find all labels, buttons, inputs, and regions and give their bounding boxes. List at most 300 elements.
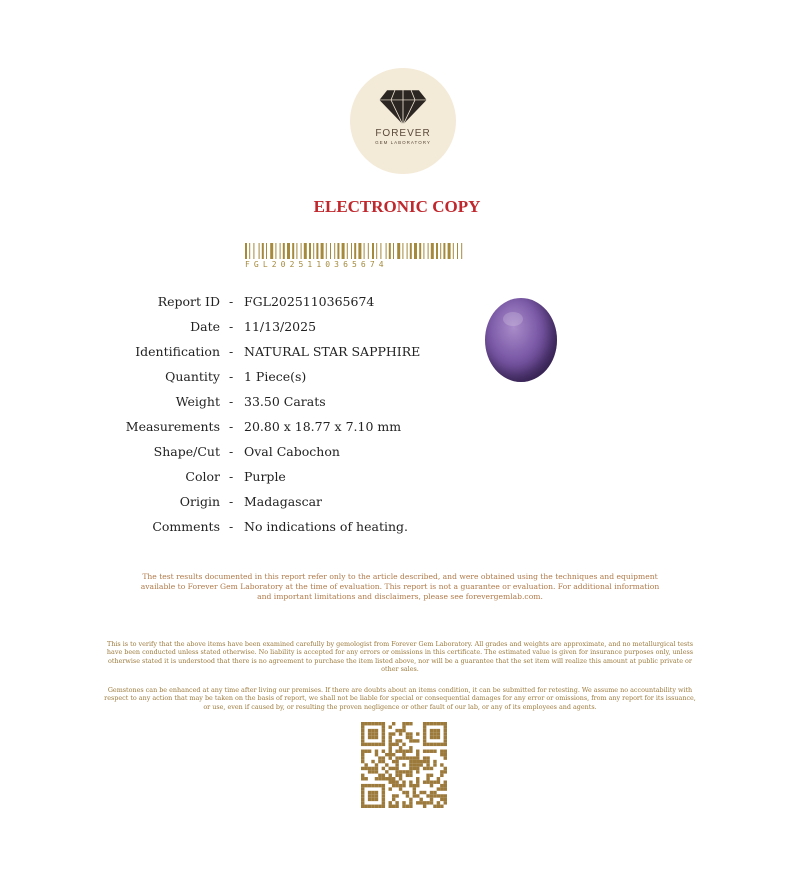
qr-module <box>440 763 443 766</box>
qr-module <box>382 739 385 742</box>
qr-module <box>444 780 447 783</box>
qr-module <box>395 743 398 746</box>
qr-module <box>389 753 392 756</box>
barcode-bar <box>287 243 290 259</box>
barcode-bar <box>372 243 374 259</box>
barcode-bar <box>275 243 276 259</box>
qr-module <box>409 732 412 735</box>
report-disclaimer: The test results documented in this report refer only to the article described, and were obtained using the techniques and equipment available to Forever Gem Laboratory at the time of evaluation. This report is not a guarantee or evaluation. For additional information and important limitations and disclaimers, please see forevergemlab.com. <box>140 572 660 601</box>
field-label: Weight <box>175 394 220 409</box>
barcode-bar <box>342 243 345 259</box>
barcode-bar <box>436 243 438 259</box>
qr-module <box>437 801 440 804</box>
qr-module <box>395 760 398 763</box>
barcode-bar <box>414 243 417 259</box>
qr-module <box>433 736 436 739</box>
qr-module <box>423 760 426 763</box>
qr-module <box>382 805 385 808</box>
qr-module <box>375 750 378 753</box>
qr-module <box>409 798 412 801</box>
qr-module <box>430 743 433 746</box>
qr-module <box>361 736 364 739</box>
qr-module <box>440 743 443 746</box>
qr-module <box>423 750 426 753</box>
qr-module <box>378 760 381 763</box>
qr-module <box>368 767 371 770</box>
qr-module <box>382 801 385 804</box>
qr-module <box>402 753 405 756</box>
qr-module <box>406 736 409 739</box>
qr-module <box>371 798 374 801</box>
diamond-icon <box>377 88 429 126</box>
qr-module <box>406 732 409 735</box>
qr-module <box>375 753 378 756</box>
qr-module <box>378 784 381 787</box>
qr-module <box>368 770 371 773</box>
qr-module <box>382 791 385 794</box>
barcode-bar <box>448 243 451 259</box>
qr-module <box>382 756 385 759</box>
qr-module <box>419 763 422 766</box>
barcode-bar <box>253 243 254 259</box>
qr-module <box>406 791 409 794</box>
field-separator: - <box>229 519 234 534</box>
qr-module <box>430 791 433 794</box>
qr-module <box>433 794 436 797</box>
qr-module <box>423 743 426 746</box>
barcode-bar <box>330 243 331 259</box>
field-separator: - <box>229 319 234 334</box>
qr-module <box>413 787 416 790</box>
qr-module <box>426 794 429 797</box>
qr-module <box>371 722 374 725</box>
qr-module <box>409 756 412 759</box>
barcode-bar <box>245 243 247 259</box>
qr-module <box>413 760 416 763</box>
qr-module <box>423 736 426 739</box>
field-value: FGL2025110365674 <box>244 294 375 309</box>
qr-module <box>444 756 447 759</box>
barcode-bar <box>283 243 285 259</box>
qr-module <box>409 760 412 763</box>
qr-module <box>416 756 419 759</box>
qr-module <box>375 794 378 797</box>
qr-module <box>413 791 416 794</box>
qr-module <box>375 777 378 780</box>
qr-module <box>371 743 374 746</box>
qr-module <box>433 743 436 746</box>
qr-module <box>409 780 412 783</box>
qr-module <box>389 805 392 808</box>
barcode-bar <box>397 243 400 259</box>
barcode-bar <box>337 243 339 259</box>
qr-module <box>368 736 371 739</box>
qr-module <box>385 777 388 780</box>
qr-module <box>402 784 405 787</box>
qr-module <box>437 743 440 746</box>
qr-module <box>382 736 385 739</box>
qr-module <box>375 729 378 732</box>
barcode-number: FGL2025110365674 <box>245 260 388 269</box>
qr-module <box>426 780 429 783</box>
qr-module <box>402 743 405 746</box>
qr-module <box>371 805 374 808</box>
qr-module <box>392 777 395 780</box>
qr-module <box>375 743 378 746</box>
qr-module <box>444 743 447 746</box>
qr-module <box>440 784 443 787</box>
qr-module <box>361 777 364 780</box>
qr-module <box>361 756 364 759</box>
qr-module <box>389 787 392 790</box>
qr-module <box>409 739 412 742</box>
qr-module <box>402 801 405 804</box>
qr-module <box>385 753 388 756</box>
qr-module <box>444 770 447 773</box>
barcode-bar <box>440 243 441 259</box>
qr-module <box>426 722 429 725</box>
qr-module <box>416 780 419 783</box>
qr-module <box>361 787 364 790</box>
qr-module <box>361 739 364 742</box>
qr-module <box>368 729 371 732</box>
barcode-bar <box>423 243 424 259</box>
qr-module <box>426 743 429 746</box>
qr-module <box>371 791 374 794</box>
qr-module <box>395 756 398 759</box>
qr-module <box>413 794 416 797</box>
qr-module <box>382 732 385 735</box>
qr-module <box>389 767 392 770</box>
barcode-bar <box>364 243 365 259</box>
qr-module <box>389 780 392 783</box>
barcode-bar <box>354 243 356 259</box>
qr-module <box>392 784 395 787</box>
qr-module <box>419 791 422 794</box>
barcode-bar <box>407 243 408 259</box>
qr-module <box>433 780 436 783</box>
qr-module <box>430 784 433 787</box>
qr-module <box>413 763 416 766</box>
qr-module <box>371 794 374 797</box>
barcode-bar <box>347 243 348 259</box>
qr-module <box>423 756 426 759</box>
barcode-bar <box>386 243 387 259</box>
qr-module <box>392 767 395 770</box>
field-separator: - <box>229 469 234 484</box>
qr-module <box>392 732 395 735</box>
qr-module <box>440 750 443 753</box>
qr-module <box>395 794 398 797</box>
barcode-bar <box>296 243 297 259</box>
qr-module <box>371 736 374 739</box>
qr-module <box>382 729 385 732</box>
qr-module <box>413 784 416 787</box>
qr-module <box>395 801 398 804</box>
qr-module <box>423 732 426 735</box>
qr-module <box>430 729 433 732</box>
qr-module <box>444 739 447 742</box>
field-value: 1 Piece(s) <box>244 369 307 384</box>
qr-module <box>416 732 419 735</box>
lab-logo <box>350 68 456 174</box>
qr-module <box>392 805 395 808</box>
qr-module <box>375 798 378 801</box>
qr-module <box>423 780 426 783</box>
qr-module <box>399 750 402 753</box>
qr-module <box>389 746 392 749</box>
qr-module <box>423 729 426 732</box>
qr-module <box>416 760 419 763</box>
qr-module <box>433 722 436 725</box>
qr-module <box>426 774 429 777</box>
qr-module <box>426 777 429 780</box>
qr-module <box>444 729 447 732</box>
qr-module <box>364 777 367 780</box>
qr-module <box>399 777 402 780</box>
qr-module <box>389 743 392 746</box>
qr-module <box>392 753 395 756</box>
qr-module <box>416 784 419 787</box>
barcode-bar <box>419 243 421 259</box>
field-separator: - <box>229 419 234 434</box>
qr-module <box>437 794 440 797</box>
logo-name: FOREVER <box>375 128 431 139</box>
qr-module <box>371 732 374 735</box>
qr-module <box>402 791 405 794</box>
barcode-bar <box>376 243 377 259</box>
qr-module <box>416 753 419 756</box>
qr-module <box>368 743 371 746</box>
barcode-bar <box>249 243 250 259</box>
qr-module <box>426 801 429 804</box>
barcode-bar <box>402 243 403 259</box>
qr-module <box>378 774 381 777</box>
qr-module <box>364 743 367 746</box>
qr-module <box>368 784 371 787</box>
qr-module <box>433 791 436 794</box>
qr-module <box>361 743 364 746</box>
qr-module <box>361 805 364 808</box>
qr-module <box>426 767 429 770</box>
qr-module <box>440 770 443 773</box>
field-value: 20.80 x 18.77 x 7.10 mm <box>244 419 402 434</box>
qr-module <box>409 774 412 777</box>
qr-module <box>389 750 392 753</box>
qr-module <box>389 739 392 742</box>
qr-module <box>409 750 412 753</box>
qr-module <box>378 756 381 759</box>
qr-module <box>368 791 371 794</box>
field-value: 33.50 Carats <box>244 394 326 409</box>
enhancement-statement: Gemstones can be enhanced at any time after living our premises. If there are doubts about an items condition, it can be submitted for retesting. We assume no accountability with respect to any action that may be taken on the basis of report, we shall not be liable for special or consequential damages for any error or omissions, from any report for its issuance, or use, even if caused by, or resulting the proven negligence or other fault of our lab, or any of its employees and agents. <box>104 686 696 711</box>
qr-module <box>389 801 392 804</box>
field-label: Date <box>190 319 220 334</box>
qr-module <box>371 784 374 787</box>
qr-module <box>385 770 388 773</box>
barcode-bar <box>262 243 264 259</box>
qr-module <box>382 750 385 753</box>
barcode-bar <box>457 243 458 259</box>
qr-module <box>392 722 395 725</box>
qr-module <box>399 739 402 742</box>
qr-module <box>361 798 364 801</box>
qr-module <box>416 763 419 766</box>
qr-module <box>416 770 419 773</box>
qr-module <box>375 736 378 739</box>
qr-module <box>382 725 385 728</box>
qr-module <box>361 767 364 770</box>
qr-module <box>375 763 378 766</box>
qr-module <box>423 739 426 742</box>
qr-module <box>409 736 412 739</box>
qr-module <box>361 732 364 735</box>
qr-module <box>395 729 398 732</box>
qr-module <box>406 794 409 797</box>
qr-module <box>440 805 443 808</box>
qr-module <box>395 750 398 753</box>
qr-module <box>406 770 409 773</box>
qr-module <box>444 750 447 753</box>
qr-module <box>430 722 433 725</box>
barcode-bar <box>351 243 352 259</box>
qr-module <box>375 767 378 770</box>
qr-module <box>433 729 436 732</box>
field-label: Shape/Cut <box>153 444 220 459</box>
field-label: Measurements <box>125 419 220 434</box>
barcode-bar <box>334 243 335 259</box>
qr-module <box>406 805 409 808</box>
qr-module <box>399 746 402 749</box>
qr-module <box>444 725 447 728</box>
qr-module <box>402 722 405 725</box>
qr-module <box>361 784 364 787</box>
qr-module <box>440 794 443 797</box>
qr-module <box>368 805 371 808</box>
barcode-bar <box>280 243 281 259</box>
qr-module <box>406 774 409 777</box>
qr-module <box>444 753 447 756</box>
field-value: Madagascar <box>244 494 323 509</box>
qr-module <box>444 794 447 797</box>
barcode-bar <box>301 243 302 259</box>
electronic-copy-heading: ELECTRONIC COPY <box>313 197 481 216</box>
field-label: Color <box>185 469 220 484</box>
qr-module <box>444 736 447 739</box>
field-value: Purple <box>244 469 286 484</box>
qr-module <box>413 739 416 742</box>
qr-module <box>409 722 412 725</box>
qr-module <box>395 784 398 787</box>
qr-module <box>375 805 378 808</box>
qr-module <box>430 780 433 783</box>
qr-module <box>375 732 378 735</box>
qr-module <box>423 767 426 770</box>
qr-module <box>382 774 385 777</box>
qr-module <box>385 763 388 766</box>
qr-module <box>389 725 392 728</box>
barcode-bar <box>309 243 311 259</box>
field-separator: - <box>229 369 234 384</box>
field-separator: - <box>229 494 234 509</box>
qr-module <box>378 805 381 808</box>
qr-module <box>430 801 433 804</box>
qr-module <box>399 756 402 759</box>
qr-module <box>361 760 364 763</box>
qr-module <box>389 756 392 759</box>
field-label: Report ID <box>157 294 220 309</box>
qr-module <box>437 729 440 732</box>
qr-module <box>419 798 422 801</box>
qr-code[interactable] <box>361 722 447 808</box>
qr-module <box>395 763 398 766</box>
qr-module <box>402 780 405 783</box>
field-label: Comments <box>152 519 220 534</box>
qr-module <box>423 725 426 728</box>
qr-module <box>433 760 436 763</box>
qr-module <box>416 801 419 804</box>
qr-module <box>409 784 412 787</box>
qr-module <box>392 780 395 783</box>
qr-module <box>402 725 405 728</box>
barcode-bar <box>428 243 429 259</box>
qr-module <box>444 784 447 787</box>
qr-module <box>382 794 385 797</box>
barcode-bar <box>266 243 267 259</box>
barcode-bar <box>368 243 369 259</box>
qr-module <box>389 774 392 777</box>
qr-module <box>368 750 371 753</box>
qr-module <box>402 750 405 753</box>
qr-module <box>375 722 378 725</box>
field-separator: - <box>229 394 234 409</box>
qr-module <box>399 784 402 787</box>
barcode-bar <box>393 243 394 259</box>
qr-module <box>402 763 405 766</box>
qr-module <box>402 770 405 773</box>
field-label: Identification <box>135 344 220 359</box>
qr-module <box>433 805 436 808</box>
barcode-bar <box>410 243 412 259</box>
qr-module <box>440 787 443 790</box>
barcode-bar <box>443 243 445 259</box>
qr-module <box>361 774 364 777</box>
qr-module <box>361 794 364 797</box>
field-label: Origin <box>179 494 220 509</box>
qr-module <box>368 722 371 725</box>
barcode-bar <box>259 243 260 259</box>
qr-module <box>368 798 371 801</box>
qr-module <box>382 784 385 787</box>
qr-module <box>409 770 412 773</box>
qr-module <box>444 767 447 770</box>
qr-module <box>444 801 447 804</box>
qr-module <box>392 743 395 746</box>
qr-module <box>392 760 395 763</box>
qr-module <box>364 784 367 787</box>
verification-statement: This is to verify that the above items have been examined carefully by gemologist from Forever Gem Laboratory. All grades and weights are approximate, and no metallurgical tests have been conducted unless stated otherwise. No liability is accepted for any errors or omissions in this certificate. The estimated value is given for insurance purposes only, unless otherwise stated it is understood that there is no agreement to purchase the item listed above, nor will be a guarantee that the set item will realize this amount at public private or other sales. <box>106 640 694 674</box>
qr-module <box>371 729 374 732</box>
field-separator: - <box>229 344 234 359</box>
barcode-bar <box>321 243 324 259</box>
qr-module <box>378 743 381 746</box>
qr-module <box>437 736 440 739</box>
qr-module <box>382 767 385 770</box>
qr-module <box>375 770 378 773</box>
qr-module <box>423 722 426 725</box>
qr-module <box>368 732 371 735</box>
barcode-bar <box>326 243 327 259</box>
